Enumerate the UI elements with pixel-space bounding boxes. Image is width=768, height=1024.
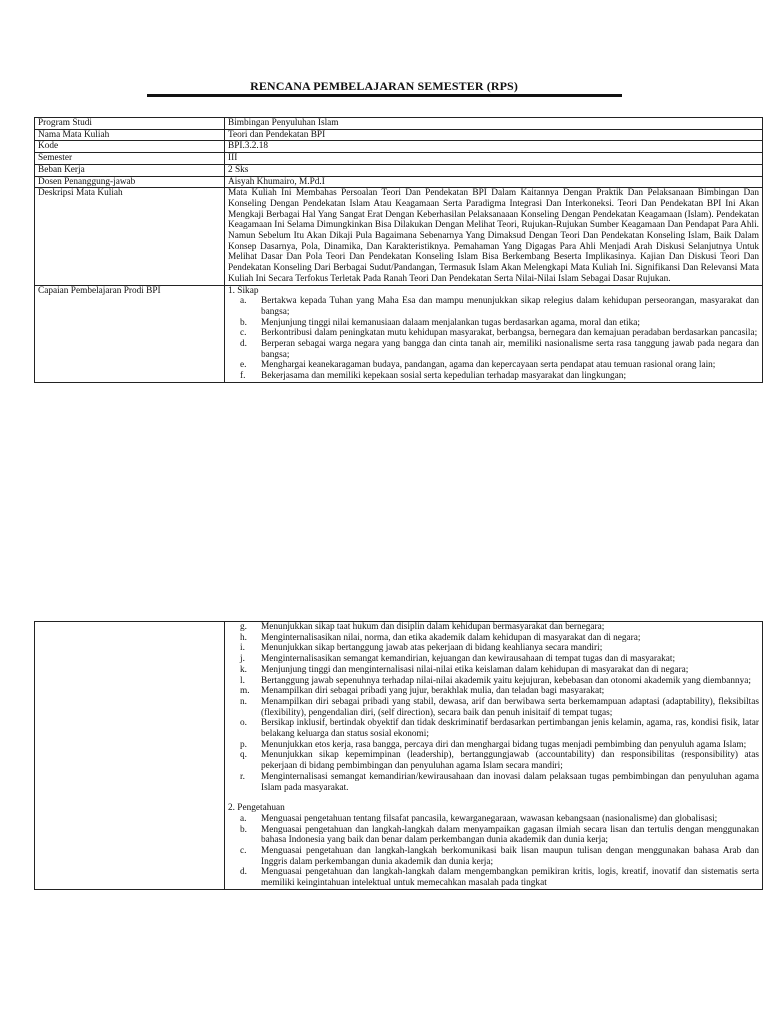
list-marker: c. (240, 328, 247, 339)
list-item (228, 633, 759, 644)
list-item (228, 665, 759, 676)
list-marker: r. (240, 771, 245, 782)
list-text: Menguasai pengetahuan dan langkah-langkah dalam menyampaikan gagasan ilmiah secara lisan dan tertulis dengan menggunakan bahasa Indonesia yang baik dan benar dalam perkembangan dunia akademik dan dunia kerja; (261, 824, 759, 846)
info-label: Kode (35, 141, 225, 153)
list-item (228, 318, 759, 329)
list-text: Berperan sebagai warga negara yang bangga dan cinta tanah air, memiliki nasionalisme serta rasa tanggung jawab pada negara dan bangsa; (261, 339, 759, 360)
description-row (35, 188, 763, 285)
document-title: RENCANA PEMBELAJARAN SEMESTER (RPS) (250, 79, 518, 93)
capaian-label-empty (35, 622, 225, 890)
info-row (35, 118, 763, 130)
list-marker: c. (240, 846, 247, 857)
list-marker: m. (240, 686, 250, 697)
list-marker: a. (240, 813, 247, 824)
list-item (228, 718, 759, 739)
pengetahuan-list (228, 814, 759, 889)
list-marker: g. (240, 622, 247, 632)
list-text: Menjunjung tinggi dan menginternalisasi nilai-nilai etika keislaman dalam kehidupan di masyarakat dan di negara; (261, 664, 689, 675)
section-gap (228, 793, 759, 803)
list-text: Bersikap inklusif, bertindak obyektif dan tidak deskriminatif berdasarkan pertimbangan jenis kelamin, agama, ras, kondisi fisik, latar belakang keluarga dan status sosial ekonomi; (261, 718, 759, 740)
list-text: Menampilkan diri sebagai pribadi yang stabil, dewasa, arif dan berwibawa serta berkemampuan adaptasi (adaptability), fleksibiltas (flexibility), pengendalian diri, (self direction), secara baik dan penuh inisitaif di tempat tugas; (261, 696, 759, 718)
list-item (228, 772, 759, 793)
info-label: Beban Kerja (35, 164, 225, 176)
capaian-content-continued (225, 622, 763, 890)
list-text: Menunjukkan etos kerja, rasa bangga, percaya diri dan menghargai bidang tugas menjadi pembimbing dan penyuluh agama Islam; (261, 739, 747, 750)
list-marker: j. (240, 654, 245, 665)
list-text: Menguasai pengetahuan dan langkah-langkah dalam mengembangkan pemikiran kritis, logis, kreatif, inovatif dan sistematis serta memiliki keingintahuan intelektual untuk memecahkan masalah pada tingkat (261, 867, 759, 889)
info-rows (35, 118, 763, 188)
list-item (228, 328, 759, 339)
list-marker: n. (240, 696, 247, 707)
pengetahuan-heading: 2. Pengetahuan (228, 803, 285, 814)
info-value: III (225, 153, 763, 165)
info-row (35, 129, 763, 141)
list-item (228, 676, 759, 687)
list-item (228, 339, 759, 360)
list-marker: b. (240, 317, 247, 328)
list-text: Menginternalisasikan semangat kemandirian, kejuangan dan kewirausahaan di tempat tugas dan di masyarakat; (261, 654, 676, 665)
info-value: BPI.3.2.18 (225, 141, 763, 153)
list-marker: p. (240, 739, 247, 750)
sikap-heading: 1. Sikap (228, 285, 259, 296)
capaian-label: Capaian Pembelajaran Prodi BPI (35, 285, 225, 382)
list-marker: e. (240, 360, 247, 371)
description-label: Deskripsi Mata Kuliah (35, 188, 225, 285)
list-text: Menampilkan diri sebagai pribadi yang jujur, berakhlak mulia, dan teladan bagi masyarakat; (261, 686, 605, 697)
list-text: Menunjukkan sikap taat hukum dan disiplin dalam kehidupan bermasyarakat dan bernegara; (261, 622, 605, 632)
list-marker: q. (240, 750, 247, 761)
list-item (228, 296, 759, 317)
list-item (228, 825, 759, 846)
info-value: Teori dan Pendekatan BPI (225, 129, 763, 141)
list-item (228, 686, 759, 697)
info-value: 2 Sks (225, 164, 763, 176)
info-value: Bimbingan Penyuluhan Islam (225, 118, 763, 130)
sikap-list-continued (228, 622, 759, 793)
list-text: Menguasai pengetahuan dan langkah-langkah berkomunikasi baik lisan maupun tulisan dengan menggunakan bahasa Arab dan Inggris dalam perkembangan dunia akademik dan dunia kerja; (261, 846, 759, 867)
list-text: Menjunjung tinggi nilai kemanusiaan dalaam menjalankan tugas berdasarkan agama, moral dan etika; (261, 317, 640, 328)
list-text: Menunjukkan sikap bertanggung jawab atas pekerjaan di bidang keahlianya secara mandiri; (261, 643, 603, 654)
info-label: Program Studi (35, 118, 225, 130)
list-text: Berkontribusi dalam peningkatan mutu kehidupan masyarakat, berbangsa, bernegara dan kemajuan peradaban berdasarkan pancasila; (261, 328, 758, 339)
list-item (228, 643, 759, 654)
list-marker: i. (240, 643, 245, 654)
list-text: Menguasai pengetahuan tentang filsafat pancasila, kewarganegaraan, wawasan kebangsaan (nasionalisme) dan globalisasi; (261, 813, 718, 824)
list-text: Menunjukkan sikap kepemimpinan (leadership), bertanggungjawab (accountability) dan responsibilitas (responsibility) atas pekerjaan di bidang pembimbingan dan penyuluhan agama Islam secara mandiri; (261, 750, 759, 772)
list-text: Menginternalisasi semangat kemandirian/kewirausahaan dan inovasi dalam pelaksaan tugas pembimbingan dan penyuluhan agama Islam pada masyarakat. (261, 771, 759, 793)
title-underline (147, 94, 622, 97)
list-marker: h. (240, 632, 247, 643)
list-item (228, 697, 759, 718)
list-text: Bertanggung jawab sepenuhnya terhadap nilai-nilai akademik yaitu kejujuran, kebebasan dan otonomi akademik yang diembannya; (261, 675, 751, 686)
info-row (35, 153, 763, 165)
info-row (35, 176, 763, 188)
sikap-list (228, 296, 759, 382)
list-text: Menghargai keanekaragaman budaya, pandangan, agama dan kepercayaan serta pendapat atau temuan rasional orang lain; (261, 360, 716, 371)
list-item (228, 371, 759, 382)
info-value: Aisyah Khumairo, M.Pd.I (225, 176, 763, 188)
list-item (228, 622, 759, 633)
rps-table-page-1 (34, 117, 763, 383)
list-item (228, 360, 759, 371)
list-marker: b. (240, 824, 247, 835)
info-label: Nama Mata Kuliah (35, 129, 225, 141)
rps-table-page-2 (34, 621, 763, 890)
list-item (228, 814, 759, 825)
info-label: Dosen Penanggung-jawab (35, 176, 225, 188)
list-item (228, 654, 759, 665)
description-text: Mata Kuliah Ini Membahas Persoalan Teori Dan Pendekatan BPI Dalam Kaitannya Dengan Praktik Dan Pelaksanaan Bimbingan Dan Konseling Dengan Pendekatan Islam Atau Keagamaan Serta Paradigma Integrasi Dan Interkoneksi. Teori Dan Pendekatan BPI Ini Akan Mengkaji Berbagai Hal Yang Sangat Erat Dengan Keberhasilan Pelaksanaaan Konseling Dengan Pendekatan Keagamaan (Islam). Pendekatan Keagamaan Ini Selama Dimungkinkan Bisa Dilakukan Dengan Melihat Teori, Rujukan-Rujukan Sumber Keagamaan Dan Pendapat Para Ahli. Namun Sebelum Itu Akan Dikaji Pula Bagaimana Sebenarnya Yang Dimaksud Dengan Teori Dan Pendekatan Konseling Islam, Baik Dalam Konsep Dasarnya, Pola, Dinamika, Dan Karakteristiknya. Pemahaman Yang Digagas Para Ahli Menjadi Arah Diskusi Selanjutnya Untuk Melihat Dasar Dan Pola Teori Dan Pendekatan Konseling Islam Bisa Berkembang Beserta Implikasinya. Kajian Dan Diskusi Teori Dan Pendekatan Konseling Dari Berbagai Sudut/Pandangan, Termasuk Islam Akan Melengkapi Mata Kuliah Ini. Signifikansi Dan Relevansi Mata Kuliah Ini Secara Terfokus Terletak Pada Ranah Teori Dan Pendekatan Serta Nilai-Nilai Islam Sebagai Dasar Rujukan. (225, 188, 763, 285)
list-text: Bertakwa kepada Tuhan yang Maha Esa dan mampu menunjukkan sikap relegius dalam kehidupan perseorangan, masyarakat dan bangsa; (261, 296, 759, 317)
info-row (35, 141, 763, 153)
capaian-row-continued (35, 622, 763, 890)
capaian-content (225, 285, 763, 382)
list-marker: a. (240, 296, 247, 307)
list-marker: l. (240, 675, 245, 686)
list-marker: d. (240, 867, 247, 878)
list-text: Bekerjasama dan memiliki kepekaan sosial serta kepedulian terhadap masyarakat dan lingkungan; (261, 371, 627, 382)
info-label: Semester (35, 153, 225, 165)
list-marker: o. (240, 718, 247, 729)
capaian-row (35, 285, 763, 382)
info-row (35, 164, 763, 176)
list-marker: f. (240, 371, 246, 382)
list-marker: k. (240, 664, 247, 675)
list-marker: d. (240, 339, 247, 350)
list-item (228, 867, 759, 888)
list-item (228, 740, 759, 751)
list-item (228, 750, 759, 771)
list-item (228, 846, 759, 867)
list-text: Menginternalisasikan nilai, norma, dan etika akademik dalam kehidupan di masyarakat dan di negara; (261, 632, 641, 643)
